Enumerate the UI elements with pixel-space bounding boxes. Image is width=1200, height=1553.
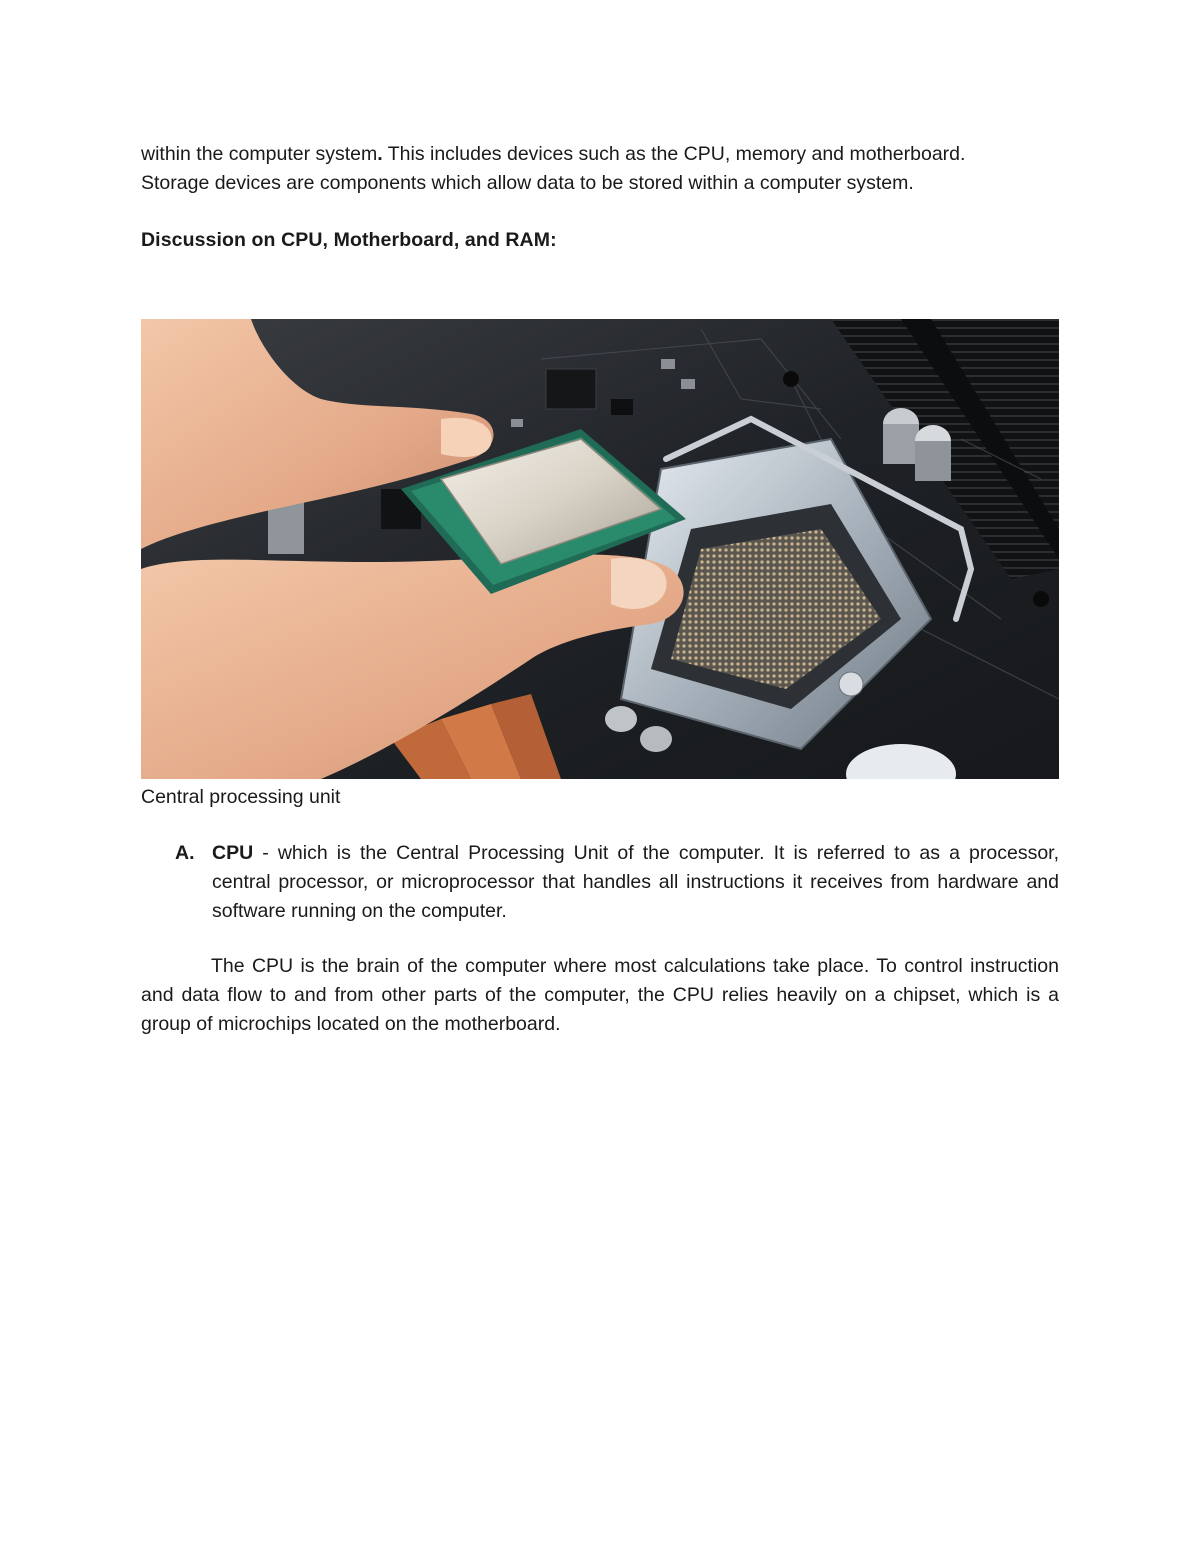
- cpu-photo: [141, 319, 1059, 779]
- intro-text-a: within the computer system: [141, 143, 378, 165]
- intro-bold-period: .: [377, 143, 383, 165]
- intro-text-line2: Storage devices are components which allow data to be stored within a computer system.: [141, 172, 914, 194]
- list-marker: A.: [175, 842, 195, 864]
- list-item-cpu: [141, 839, 1059, 926]
- list-definition: - which is the Central Processing Unit of the computer. It is referred to as a processor, central processor, or microprocessor that handles all instructions it receives from hardware and software running on the computer.: [212, 842, 1059, 922]
- cpu-paragraph: The CPU is the brain of the computer where most calculations take place. To control instruction and data flow to and from other parts of the computer, the CPU relies heavily on a chipset, which is a group of microchips located on the motherboard.: [141, 955, 1059, 1035]
- section-heading: Discussion on CPU, Motherboard, and RAM:: [141, 229, 557, 251]
- figure-caption: Central processing unit: [141, 786, 341, 808]
- list-item-body: [212, 839, 1059, 926]
- intro-paragraph: [141, 140, 1059, 198]
- intro-text-b: This includes devices such as the CPU, memory and motherboard.: [382, 143, 966, 165]
- list-term: CPU: [212, 842, 254, 864]
